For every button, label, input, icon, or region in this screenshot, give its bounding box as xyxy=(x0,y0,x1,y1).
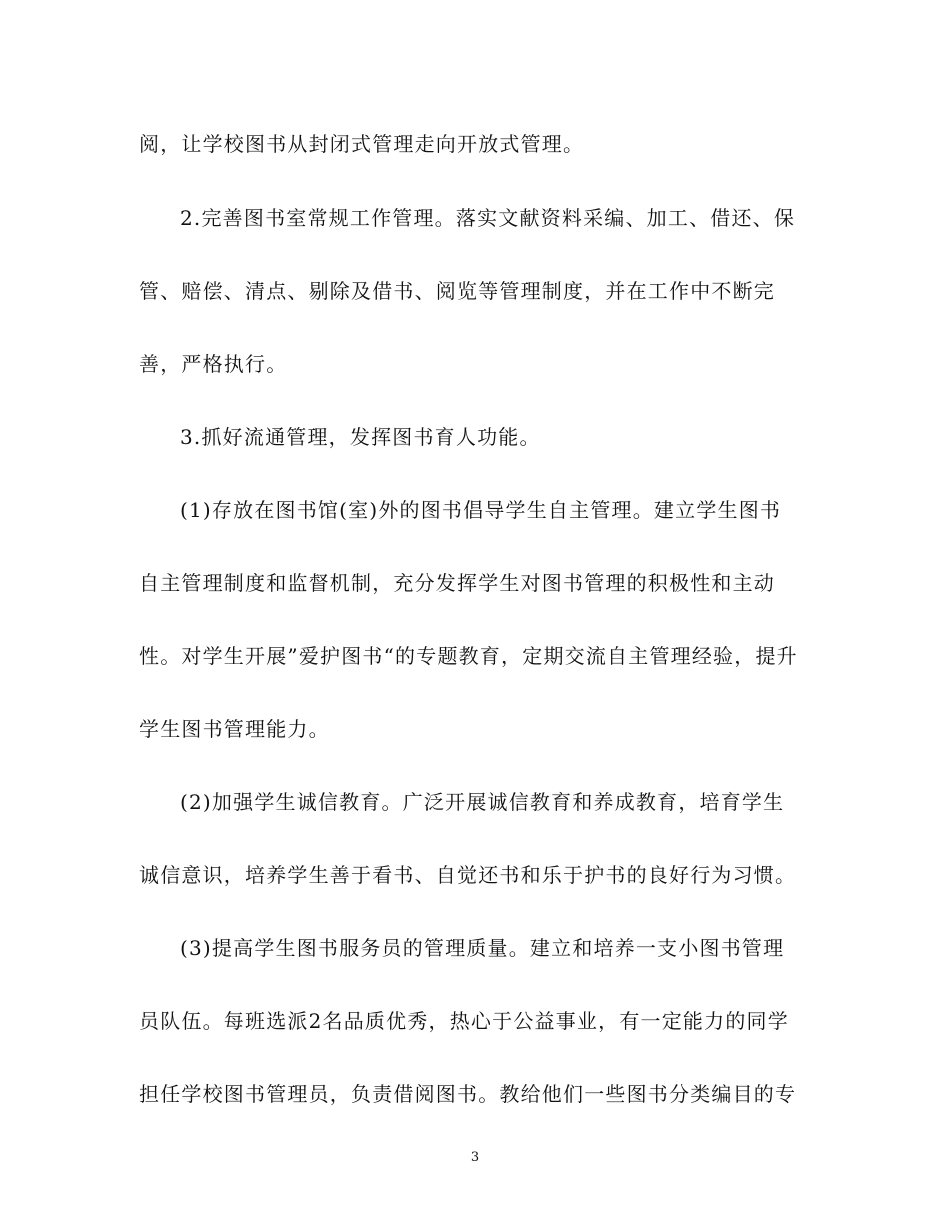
text-line-9: 学生图书管理能力。 xyxy=(139,717,330,741)
text-line-7: 自主管理制度和监督机制，充分发挥学生对图书管理的积极性和主动 xyxy=(139,571,775,595)
text-line-4: 善，严格执行。 xyxy=(139,352,288,376)
page-number: 3 xyxy=(470,1150,480,1165)
text-line-6: (1)存放在图书馆(室)外的图书倡导学生自主管理。建立学生图书 xyxy=(180,498,782,522)
text-line-14: 担任学校图书管理员，负责借阅图书。教给他们一些图书分类编目的专 xyxy=(139,1082,797,1106)
text-line-8: 性。对学生开展”爱护图书“的专题教育，定期交流自主管理经验，提升 xyxy=(139,644,798,668)
text-line-11: 诚信意识，培养学生善于看书、自觉还书和乐于护书的良好行为习惯。 xyxy=(139,863,797,887)
text-line-2: 2.完善图书室常规工作管理。落实文献资料采编、加工、借还、保 xyxy=(180,206,796,230)
text-line-5: 3.抓好流通管理，发挥图书育人功能。 xyxy=(180,425,541,449)
text-line-13: 员队伍。每班选派2名品质优秀，热心于公益事业，有一定能力的同学 xyxy=(139,1009,789,1033)
text-line-3: 管、赔偿、清点、剔除及借书、阅览等管理制度，并在工作中不断完 xyxy=(139,279,775,303)
text-line-10: (2)加强学生诚信教育。广泛开展诚信教育和养成教育，培育学生 xyxy=(180,790,785,814)
text-line-1: 阅，让学校图书从封闭式管理走向开放式管理。 xyxy=(139,132,585,156)
text-line-12: (3)提高学生图书服务员的管理质量。建立和培养一支小图书管理 xyxy=(180,936,785,960)
